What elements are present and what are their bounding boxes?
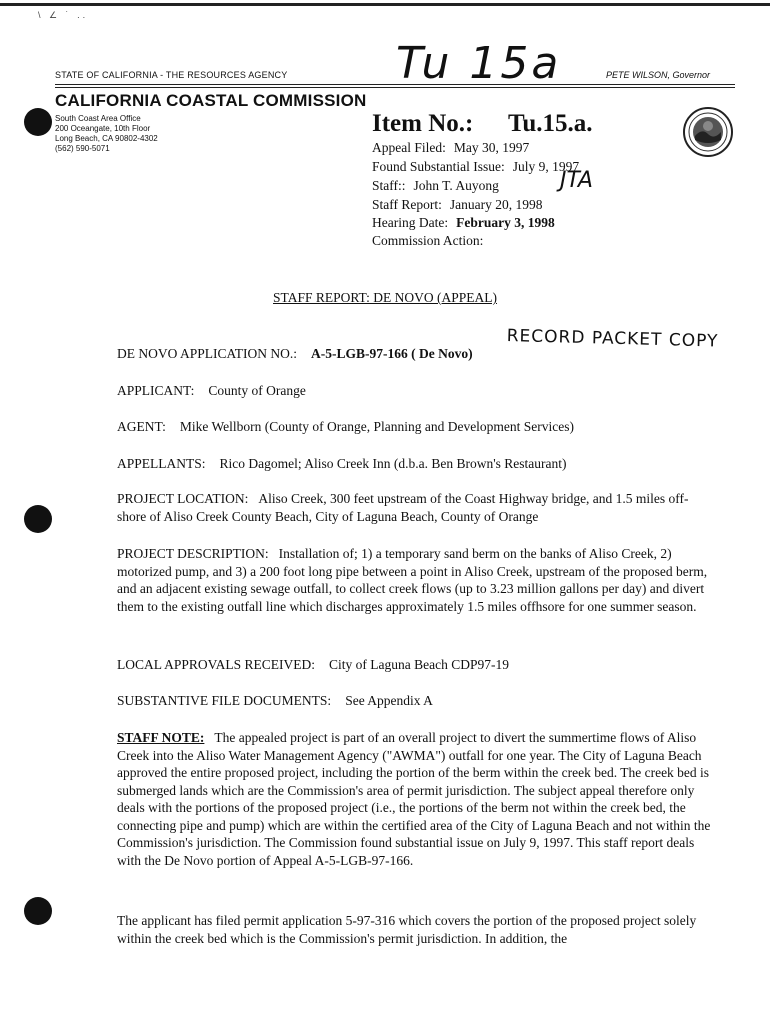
row-label: Staff:: xyxy=(372,178,406,193)
punch-hole xyxy=(24,897,52,925)
state-seal-icon xyxy=(682,106,734,158)
project-location-field xyxy=(117,490,717,525)
field-value: Rico Dagomel; Aliso Creek Inn (d.b.a. Ben Brown's Restaurant) xyxy=(219,456,567,471)
top-scan-rule xyxy=(0,3,770,6)
governor-line xyxy=(606,70,710,80)
field-label: PROJECT LOCATION: xyxy=(117,491,249,506)
appellants-field xyxy=(117,455,717,472)
agent-field xyxy=(117,418,717,435)
field-value: Installation of; 1) a temporary sand berm on the banks of Aliso Creek, 2) motorized pump, and 3) a 200 foot long pipe between a point in Aliso Creek, upstream of the proposed berm, and an adjacent existing sewage outfall, to collect creek flows (up to 3.23 million gallons per day) and divert them to the existing outfall line which discharges approximately 1.5 miles offhsore for one summer season. xyxy=(117,546,708,614)
applicant-field xyxy=(117,382,717,399)
header-rule xyxy=(55,87,735,88)
appeal-filed-row xyxy=(372,140,529,156)
application-field xyxy=(117,345,717,362)
row-value: July 9, 1997 xyxy=(512,159,580,174)
row-label: Appeal Filed: xyxy=(372,140,446,155)
staff-note-label: STAFF NOTE: xyxy=(117,730,205,745)
commission-name: CALIFORNIA COASTAL COMMISSION xyxy=(55,91,367,110)
commission-action-row xyxy=(372,233,491,249)
field-label: PROJECT DESCRIPTION: xyxy=(117,546,269,561)
header-rule xyxy=(55,84,735,85)
row-value: January 20, 1998 xyxy=(449,197,543,212)
staff-report-row xyxy=(372,197,542,213)
project-description-field xyxy=(117,545,717,615)
row-value: May 30, 1997 xyxy=(453,140,530,155)
field-value: Aliso Creek, 300 feet upstream of the Coast Highway bridge, and 1.5 miles off-shore of Aliso Creek County Beach, City of Laguna Beach, County of Orange xyxy=(117,491,689,524)
field-label: APPLICANT: xyxy=(117,383,195,398)
scan-marks: \ ∠ ˙ .. xyxy=(38,10,89,20)
office-line: 200 Oceangate, 10th Floor xyxy=(55,124,151,133)
item-heading: Item No.: xyxy=(372,110,474,137)
staff-row xyxy=(372,178,499,194)
row-value: February 3, 1998 xyxy=(456,215,555,230)
row-label: Found Substantial Issue: xyxy=(372,159,505,174)
staff-note-text: The appealed project is part of an overall project to divert the summertime flows of Aliso Creek into the Aliso Water Management Agency ("AWMA") outfall for one year. The City of Laguna Beach approved the entire proposed project, including the portion of the berm within the creek bed. The creek bed is submerged lands which are the Commission's area of permit jurisdiction. The subject appeal therefore only deals with the portions of the proposed project (i.e., the portions of the berm not within the creek bed, the connecting pipe and pump) which are within the certified area of the City of Laguna Beach and not within the Commission's jurisdiction. The Commission found substantial issue on July 9, 1997. This staff report deals with the De Novo portion of Appeal A-5-LGB-97-166. xyxy=(117,730,711,868)
hearing-date-row xyxy=(372,215,555,231)
local-approvals-field xyxy=(117,656,717,673)
field-label: LOCAL APPROVALS RECEIVED: xyxy=(117,657,316,672)
office-line: South Coast Area Office xyxy=(55,114,141,123)
report-title: STAFF REPORT: DE NOVO (APPEAL) xyxy=(273,290,497,305)
item-number: Tu.15.a. xyxy=(508,110,593,137)
record-packet-stamp: RECORD PACKET COPY xyxy=(506,326,719,352)
field-label: SUBSTANTIVE FILE DOCUMENTS: xyxy=(117,693,332,708)
row-label: Staff Report: xyxy=(372,197,442,212)
field-value: See Appendix A xyxy=(345,693,433,708)
file-documents-field xyxy=(117,692,717,709)
row-value: John T. Auyong xyxy=(413,178,499,193)
field-value: County of Orange xyxy=(208,383,306,398)
punch-hole xyxy=(24,108,52,136)
handwritten-initials: JTA xyxy=(560,168,593,193)
staff-note xyxy=(117,729,717,869)
handwritten-item-number: Tu 15a xyxy=(396,38,562,89)
substantial-issue-row xyxy=(372,159,579,175)
punch-hole xyxy=(24,505,52,533)
governor-text: PETE WILSON, Governor xyxy=(606,70,711,80)
office-line: (562) 590-5071 xyxy=(55,144,110,153)
field-value: A-5-LGB-97-166 ( De Novo) xyxy=(311,346,473,361)
row-label: Hearing Date: xyxy=(372,215,449,230)
field-label: AGENT: xyxy=(117,419,166,434)
field-label: APPELLANTS: xyxy=(117,456,206,471)
agency-line: STATE OF CALIFORNIA - THE RESOURCES AGENCY xyxy=(55,70,288,80)
field-value: Mike Wellborn (County of Orange, Planning and Development Services) xyxy=(179,419,575,434)
office-line: Long Beach, CA 90802-4302 xyxy=(55,134,158,143)
closing-paragraph: The applicant has filed permit application 5-97-316 which covers the portion of the proposed project solely within the creek bed which is the Commission's permit jurisdiction. In addition, the xyxy=(117,913,697,946)
field-label: DE NOVO APPLICATION NO.: xyxy=(117,346,298,361)
row-label: Commission Action: xyxy=(372,233,484,248)
field-value: City of Laguna Beach CDP97-19 xyxy=(329,657,510,672)
